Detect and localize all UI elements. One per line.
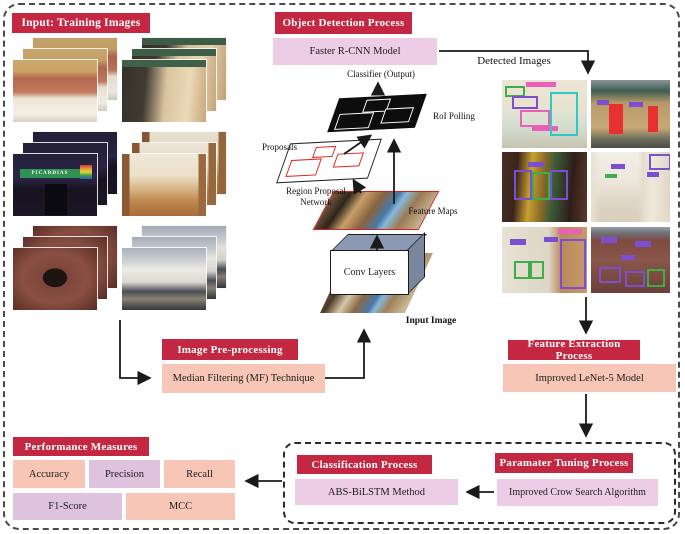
bounding-box: [544, 237, 558, 242]
bounding-box: [510, 239, 526, 245]
rainbow-flag: [80, 165, 92, 179]
detected-photo-room-cabinet: [502, 227, 587, 293]
metric-accuracy: Accuracy: [13, 460, 85, 488]
bounding-box: [649, 154, 670, 170]
bounding-box: [532, 172, 550, 200]
metric-f1-score: F1-Score: [13, 493, 122, 520]
metric-recall: Recall: [164, 460, 235, 488]
training-photo-building: [122, 60, 206, 122]
input-image-label: Input Image: [405, 316, 457, 326]
bounding-box: [621, 255, 635, 260]
bounding-box: [605, 174, 617, 178]
bounding-box: [647, 269, 665, 287]
object-detection-process-banner: Object Detection Process: [275, 12, 412, 34]
conv-layers-box: Conv Layers: [330, 250, 409, 295]
bounding-box: [550, 92, 578, 136]
training-image-stack-archway: [13, 226, 117, 310]
bounding-box: [514, 170, 532, 200]
bounding-box: [530, 261, 544, 279]
detected-photo-brick-building: [591, 80, 670, 148]
bounding-box: [514, 261, 530, 279]
faster-rcnn-model-box: Faster R-CNN Model: [273, 38, 437, 65]
training-photo-hallway: [122, 154, 206, 216]
improved-lenet5-box: Improved LeNet-5 Model: [503, 364, 676, 392]
arrow-preprocessing-to-input-image: [325, 331, 364, 378]
detected-photo-mural-doors: [502, 152, 587, 222]
detected-photo-interior: [591, 152, 670, 222]
bounding-box: [599, 267, 621, 283]
feature-maps-label: Feature Maps: [408, 206, 458, 216]
classification-process-banner: Classification Process: [297, 455, 432, 474]
improved-crow-search-box: Improved Crow Search Algorithm: [497, 479, 658, 506]
image-preprocessing-banner: Image Pre-processing: [162, 339, 298, 360]
training-image-stack-building: [122, 38, 226, 122]
bounding-box: [560, 239, 586, 289]
training-image-stack-canopy: [122, 226, 226, 310]
training-image-stack-storefront: [13, 132, 117, 216]
bounding-box: [528, 162, 544, 167]
bounding-box: [520, 110, 550, 127]
feature-extraction-process-banner: Feature Extraction Process: [508, 340, 640, 360]
training-image-stack-room: [13, 38, 117, 122]
training-image-stack-hallway: [122, 132, 226, 216]
bounding-box: [558, 229, 582, 234]
region-proposal-network-label: Region Proposal Network: [286, 186, 346, 207]
bounding-box: [597, 100, 609, 105]
roi-pooling-plane: [327, 94, 427, 132]
training-photo-room: [13, 60, 97, 122]
median-filtering-box: Median Filtering (MF) Technique: [162, 364, 325, 393]
metric-mcc: MCC: [126, 493, 235, 520]
training-photo-canopy: [122, 248, 206, 310]
performance-measures-banner: Performance Measures: [13, 437, 149, 456]
bounding-box: [635, 241, 651, 247]
bounding-box: [512, 96, 538, 109]
storefront-sign: PICARDIAS: [20, 169, 80, 178]
abs-bilstm-box: ABS-BiLSTM Method: [295, 479, 458, 505]
training-photo-storefront: [13, 154, 97, 216]
bounding-box: [550, 170, 568, 200]
arrow-training-to-preprocessing: [120, 320, 149, 378]
bounding-box: [611, 164, 625, 169]
detected-photo-kitchen: [502, 80, 587, 148]
bounding-box: [526, 82, 556, 87]
training-photo-archway: [13, 248, 97, 310]
bounding-box: [648, 106, 658, 132]
parameter-tuning-process-banner: Paramater Tuning Process: [495, 453, 633, 473]
roi-pooling-label: RoI Polling: [433, 111, 475, 121]
detected-photo-facade: [591, 227, 670, 293]
metric-precision: Precision: [89, 460, 160, 488]
bounding-box: [601, 237, 617, 243]
classifier-output-label: Classifier (Output): [347, 69, 415, 79]
bounding-box: [609, 104, 623, 134]
detected-images-label: Detected Images: [477, 55, 551, 67]
bounding-box: [625, 271, 645, 287]
input-training-images-banner: Input: Training Images: [12, 13, 150, 33]
bounding-box: [629, 102, 643, 107]
bounding-box: [647, 172, 659, 177]
proposals-label: Proposals: [262, 142, 298, 152]
